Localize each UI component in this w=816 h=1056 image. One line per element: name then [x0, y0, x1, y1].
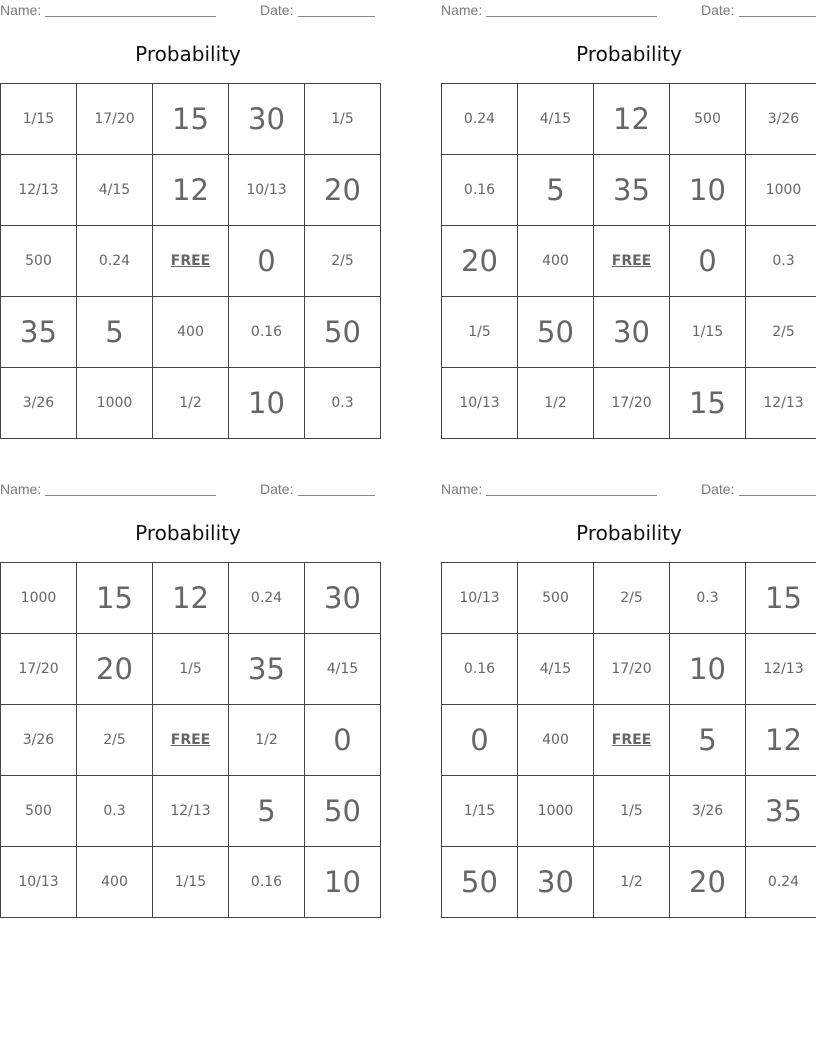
free-space-cell[interactable]: FREE	[594, 226, 670, 297]
bingo-cell[interactable]: 17/20	[594, 634, 670, 705]
date-label: Date:	[260, 2, 294, 18]
card-header	[0, 481, 376, 499]
bingo-cell[interactable]: 4/15	[77, 155, 153, 226]
bingo-cell[interactable]: 10	[305, 847, 381, 918]
bingo-cell[interactable]: 2/5	[746, 297, 816, 368]
bingo-grid	[0, 83, 381, 439]
bingo-cell[interactable]: 1/2	[229, 705, 305, 776]
bingo-cell[interactable]: 500	[518, 563, 594, 634]
bingo-cell[interactable]: 30	[594, 297, 670, 368]
grid-row	[442, 84, 816, 155]
bingo-cell[interactable]: 0.24	[77, 226, 153, 297]
bingo-cell[interactable]: 4/15	[518, 84, 594, 155]
bingo-cell[interactable]: 20	[77, 634, 153, 705]
bingo-cell[interactable]: 15	[153, 84, 229, 155]
bingo-cell[interactable]: 15	[77, 563, 153, 634]
bingo-grid	[441, 562, 816, 918]
bingo-cell[interactable]: 12/13	[1, 155, 77, 226]
bingo-cell[interactable]: 30	[518, 847, 594, 918]
date-label: Date:	[701, 481, 735, 497]
grid-row	[442, 297, 816, 368]
bingo-cell[interactable]: 1000	[746, 155, 816, 226]
bingo-cell[interactable]: 5	[229, 776, 305, 847]
bingo-cell[interactable]: 500	[1, 226, 77, 297]
grid-row	[1, 705, 381, 776]
grid-row	[1, 776, 381, 847]
bingo-cell[interactable]: 17/20	[594, 368, 670, 439]
bingo-cell[interactable]: 20	[442, 226, 518, 297]
card-title: Probability	[576, 42, 682, 66]
bingo-cell[interactable]: 400	[518, 705, 594, 776]
date-field[interactable]	[739, 16, 816, 17]
grid-row	[442, 226, 816, 297]
bingo-cell[interactable]: 1/5	[305, 84, 381, 155]
bingo-cell[interactable]: 5	[77, 297, 153, 368]
bingo-cell[interactable]: 20	[670, 847, 746, 918]
bingo-cell[interactable]: 3/26	[746, 84, 816, 155]
bingo-grid	[441, 83, 816, 439]
grid-row	[1, 226, 381, 297]
bingo-cell[interactable]: 1/15	[442, 776, 518, 847]
grid-row	[1, 155, 381, 226]
name-label: Name:	[0, 481, 42, 497]
bingo-cell[interactable]: 1/5	[594, 776, 670, 847]
bingo-cell[interactable]: 0.24	[229, 563, 305, 634]
bingo-cell[interactable]: 0.3	[670, 563, 746, 634]
bingo-cell[interactable]: 15	[746, 563, 816, 634]
bingo-cell[interactable]: 1/2	[518, 368, 594, 439]
bingo-cell[interactable]: 4/15	[518, 634, 594, 705]
bingo-cell[interactable]: 0.24	[746, 847, 816, 918]
grid-row	[442, 705, 816, 776]
bingo-cell[interactable]: 5	[518, 155, 594, 226]
bingo-cell[interactable]: 0	[670, 226, 746, 297]
bingo-cell[interactable]: 12	[153, 155, 229, 226]
bingo-cell[interactable]: 30	[229, 84, 305, 155]
card-title: Probability	[576, 521, 682, 545]
bingo-cell[interactable]: 17/20	[77, 84, 153, 155]
bingo-cell[interactable]: 12	[594, 84, 670, 155]
bingo-cell[interactable]: 35	[746, 776, 816, 847]
free-space-cell[interactable]: FREE	[153, 705, 229, 776]
bingo-cell[interactable]: 1/15	[670, 297, 746, 368]
bingo-cell[interactable]: 1/2	[153, 368, 229, 439]
grid-row	[442, 368, 816, 439]
bingo-cell[interactable]: 20	[305, 155, 381, 226]
grid-row	[1, 368, 381, 439]
grid-row	[442, 847, 816, 918]
card-title: Probability	[135, 42, 241, 66]
bingo-cell[interactable]: 1/5	[153, 634, 229, 705]
bingo-cell[interactable]: 0	[305, 705, 381, 776]
bingo-cell[interactable]: 12/13	[746, 368, 816, 439]
grid-row	[442, 776, 816, 847]
bingo-cell[interactable]: 500	[1, 776, 77, 847]
bingo-grid	[0, 562, 381, 918]
free-space-cell[interactable]: FREE	[594, 705, 670, 776]
bingo-cell[interactable]: 1/2	[594, 847, 670, 918]
name-label: Name:	[441, 481, 483, 497]
grid-row	[1, 297, 381, 368]
card-header	[0, 2, 376, 20]
grid-row	[442, 563, 816, 634]
name-field[interactable]	[45, 16, 216, 17]
bingo-cell[interactable]: 3/26	[1, 705, 77, 776]
bingo-card	[0, 0, 376, 440]
bingo-cell[interactable]: 10	[670, 634, 746, 705]
bingo-cell[interactable]: 1/15	[1, 84, 77, 155]
bingo-cell[interactable]: 1000	[77, 368, 153, 439]
bingo-cell[interactable]: 35	[1, 297, 77, 368]
name-label: Name:	[0, 2, 42, 18]
bingo-cell[interactable]: 10	[670, 155, 746, 226]
card-header	[441, 481, 816, 499]
bingo-cell[interactable]: 0.3	[305, 368, 381, 439]
bingo-cell[interactable]: 0.3	[77, 776, 153, 847]
bingo-cell[interactable]: 0.16	[229, 847, 305, 918]
bingo-cell[interactable]: 17/20	[1, 634, 77, 705]
bingo-cell[interactable]: 0	[442, 705, 518, 776]
bingo-cell[interactable]: 500	[670, 84, 746, 155]
bingo-card	[441, 479, 816, 919]
bingo-cell[interactable]: 10/13	[442, 563, 518, 634]
bingo-cell[interactable]: 3/26	[670, 776, 746, 847]
date-label: Date:	[260, 481, 294, 497]
bingo-cell[interactable]: 10/13	[1, 847, 77, 918]
bingo-cell[interactable]: 10/13	[229, 155, 305, 226]
bingo-cell[interactable]: 12	[153, 563, 229, 634]
bingo-cell[interactable]: 5	[670, 705, 746, 776]
bingo-card	[0, 479, 376, 919]
bingo-cell[interactable]: 10/13	[442, 368, 518, 439]
bingo-cell[interactable]: 30	[305, 563, 381, 634]
bingo-cell[interactable]: 400	[153, 297, 229, 368]
date-label: Date:	[701, 2, 735, 18]
date-field[interactable]	[298, 16, 375, 17]
grid-row	[1, 847, 381, 918]
grid-row	[1, 84, 381, 155]
bingo-cell[interactable]: 2/5	[77, 705, 153, 776]
card-title: Probability	[135, 521, 241, 545]
grid-row	[442, 634, 816, 705]
date-field[interactable]	[298, 495, 375, 496]
bingo-cell[interactable]: 1/5	[442, 297, 518, 368]
name-field[interactable]	[486, 495, 657, 496]
bingo-cell[interactable]: 50	[518, 297, 594, 368]
bingo-cell[interactable]: 0.16	[442, 155, 518, 226]
bingo-cell[interactable]: 35	[594, 155, 670, 226]
name-label: Name:	[441, 2, 483, 18]
bingo-cell[interactable]: 0.16	[442, 634, 518, 705]
bingo-cell[interactable]: 400	[518, 226, 594, 297]
grid-row	[1, 563, 381, 634]
grid-row	[442, 155, 816, 226]
bingo-cell[interactable]: 400	[77, 847, 153, 918]
bingo-cell[interactable]: 50	[442, 847, 518, 918]
bingo-cell[interactable]: 35	[229, 634, 305, 705]
bingo-cell[interactable]: 4/15	[305, 634, 381, 705]
name-field[interactable]	[486, 16, 657, 17]
bingo-cell[interactable]: 0	[229, 226, 305, 297]
bingo-cell[interactable]: 50	[305, 297, 381, 368]
bingo-cell[interactable]: 15	[670, 368, 746, 439]
bingo-cell[interactable]: 2/5	[305, 226, 381, 297]
bingo-cell[interactable]: 12/13	[746, 634, 816, 705]
bingo-cell[interactable]: 1000	[518, 776, 594, 847]
bingo-cell[interactable]: 12/13	[153, 776, 229, 847]
date-field[interactable]	[739, 495, 816, 496]
bingo-cell[interactable]: 12	[746, 705, 816, 776]
bingo-cell[interactable]: 50	[305, 776, 381, 847]
bingo-cell[interactable]: 0.3	[746, 226, 816, 297]
bingo-cell[interactable]: 3/26	[1, 368, 77, 439]
free-space-cell[interactable]: FREE	[153, 226, 229, 297]
card-header	[441, 2, 816, 20]
bingo-cell[interactable]: 0.24	[442, 84, 518, 155]
bingo-cell[interactable]: 1000	[1, 563, 77, 634]
bingo-card	[441, 0, 816, 440]
bingo-cell[interactable]: 0.16	[229, 297, 305, 368]
bingo-cell[interactable]: 1/15	[153, 847, 229, 918]
bingo-cell[interactable]: 10	[229, 368, 305, 439]
name-field[interactable]	[45, 495, 216, 496]
bingo-cell[interactable]: 2/5	[594, 563, 670, 634]
grid-row	[1, 634, 381, 705]
